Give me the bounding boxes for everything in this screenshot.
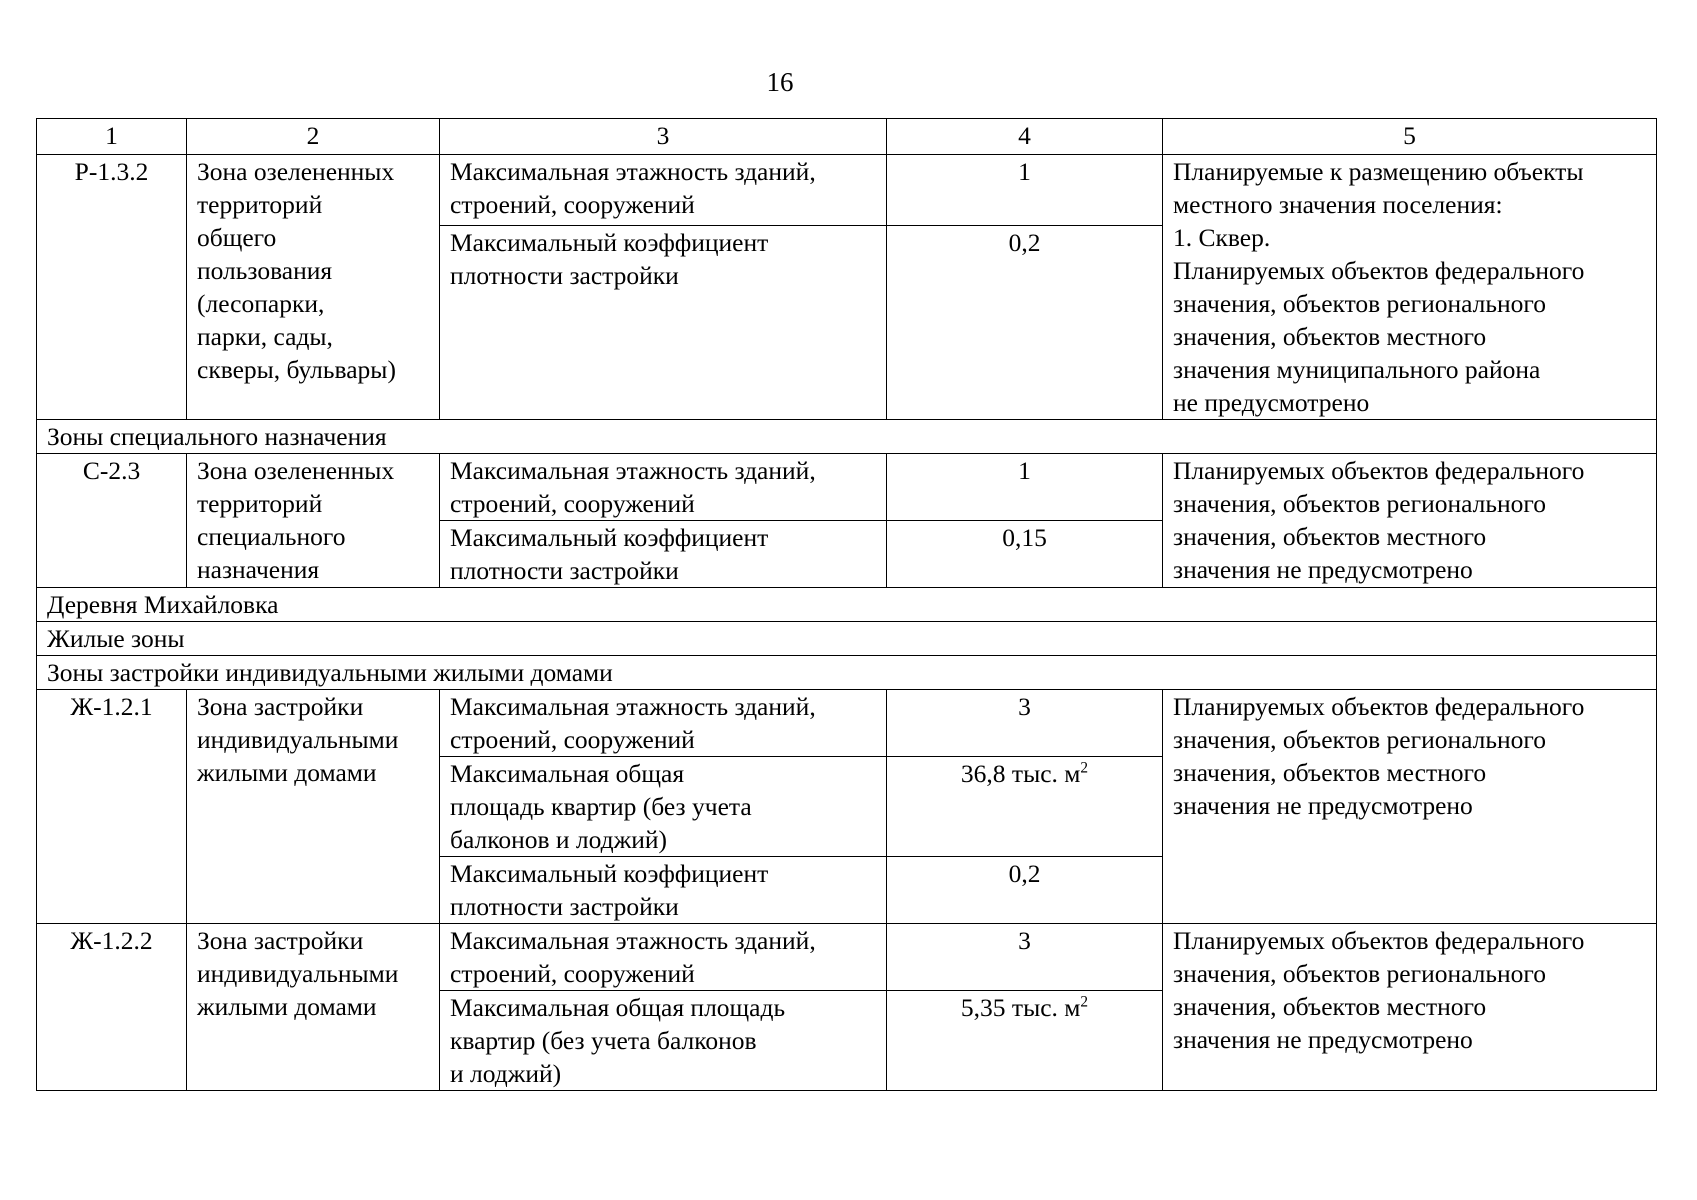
zone-note: Планируемых объектов федерального значения, объектов регионального значения, объектов местного значения не предусмотрено bbox=[1163, 690, 1657, 924]
param-name: Максимальный коэффициент плотности застройки bbox=[440, 857, 887, 924]
zone-code: Р-1.3.2 bbox=[37, 155, 187, 420]
param-name: Максимальная общая площадь квартир (без учета балконов и лоджий) bbox=[440, 757, 887, 857]
zone-name: Зона озелененных территорий общего пользования (лесопарки, парки, сады, скверы, бульвары) bbox=[187, 155, 440, 420]
param-value: 3 bbox=[887, 924, 1163, 991]
table-row bbox=[37, 690, 1657, 757]
param-value: 1 bbox=[887, 454, 1163, 521]
param-value-cell bbox=[887, 991, 1163, 1091]
section-title: Зоны специального назначения bbox=[37, 420, 1657, 454]
header-row bbox=[37, 119, 1657, 155]
param-name: Максимальная этажность зданий, строений, сооружений bbox=[440, 690, 887, 757]
param-value: 1 bbox=[887, 155, 1163, 226]
param-name: Максимальная этажность зданий, строений, сооружений bbox=[440, 454, 887, 521]
param-name: Максимальный коэффициент плотности застройки bbox=[440, 521, 887, 588]
param-value: 5,35 тыс. м bbox=[960, 993, 1081, 1022]
section-row bbox=[37, 622, 1657, 656]
param-value: 0,2 bbox=[887, 226, 1163, 420]
param-value: 0,15 bbox=[887, 521, 1163, 588]
param-name: Максимальная этажность зданий, строений, сооружений bbox=[440, 155, 887, 226]
page-number: 16 bbox=[766, 67, 794, 97]
param-value-cell bbox=[887, 757, 1163, 857]
section-row bbox=[37, 656, 1657, 690]
table-row bbox=[37, 924, 1657, 991]
header-cell-3: 3 bbox=[440, 119, 887, 155]
table-row bbox=[37, 155, 1657, 226]
param-name: Максимальная этажность зданий, строений, сооружений bbox=[440, 924, 887, 991]
zone-note: Планируемых объектов федерального значения, объектов регионального значения, объектов местного значения не предусмотрено bbox=[1163, 924, 1657, 1091]
zone-name: Зона застройки индивидуальными жилыми домами bbox=[187, 924, 440, 1091]
section-title: Деревня Михайловка bbox=[37, 588, 1657, 622]
unit-exponent: 2 bbox=[1080, 993, 1089, 1011]
param-name: Максимальная общая площадь квартир (без учета балконов и лоджий) bbox=[440, 991, 887, 1091]
section-title: Зоны застройки индивидуальными жилыми домами bbox=[37, 656, 1657, 690]
table-row bbox=[37, 454, 1657, 521]
param-value: 0,2 bbox=[887, 857, 1163, 924]
zone-name: Зона озелененных территорий специального назначения bbox=[187, 454, 440, 588]
zone-name: Зона застройки индивидуальными жилыми домами bbox=[187, 690, 440, 924]
param-name: Максимальный коэффициент плотности застройки bbox=[440, 226, 887, 420]
zoning-parameters-table bbox=[36, 118, 1657, 1091]
header-cell-1: 1 bbox=[37, 119, 187, 155]
section-row bbox=[37, 420, 1657, 454]
param-value: 36,8 тыс. м bbox=[960, 759, 1081, 788]
zone-code: С-2.3 bbox=[37, 454, 187, 588]
header-cell-4: 4 bbox=[887, 119, 1163, 155]
section-row bbox=[37, 588, 1657, 622]
header-cell-2: 2 bbox=[187, 119, 440, 155]
zone-code: Ж-1.2.1 bbox=[37, 690, 187, 924]
header-cell-5: 5 bbox=[1163, 119, 1657, 155]
param-value: 3 bbox=[887, 690, 1163, 757]
unit-exponent: 2 bbox=[1080, 759, 1089, 777]
zone-note: Планируемых объектов федерального значения, объектов регионального значения, объектов местного значения не предусмотрено bbox=[1163, 454, 1657, 588]
zone-note: Планируемые к размещению объекты местного значения поселения: 1. Сквер. Планируемых объектов федерального значения, объектов регионального значения, объектов местного значения муниципального района не предусмотрено bbox=[1163, 155, 1657, 420]
section-title: Жилые зоны bbox=[37, 622, 1657, 656]
zone-code: Ж-1.2.2 bbox=[37, 924, 187, 1091]
